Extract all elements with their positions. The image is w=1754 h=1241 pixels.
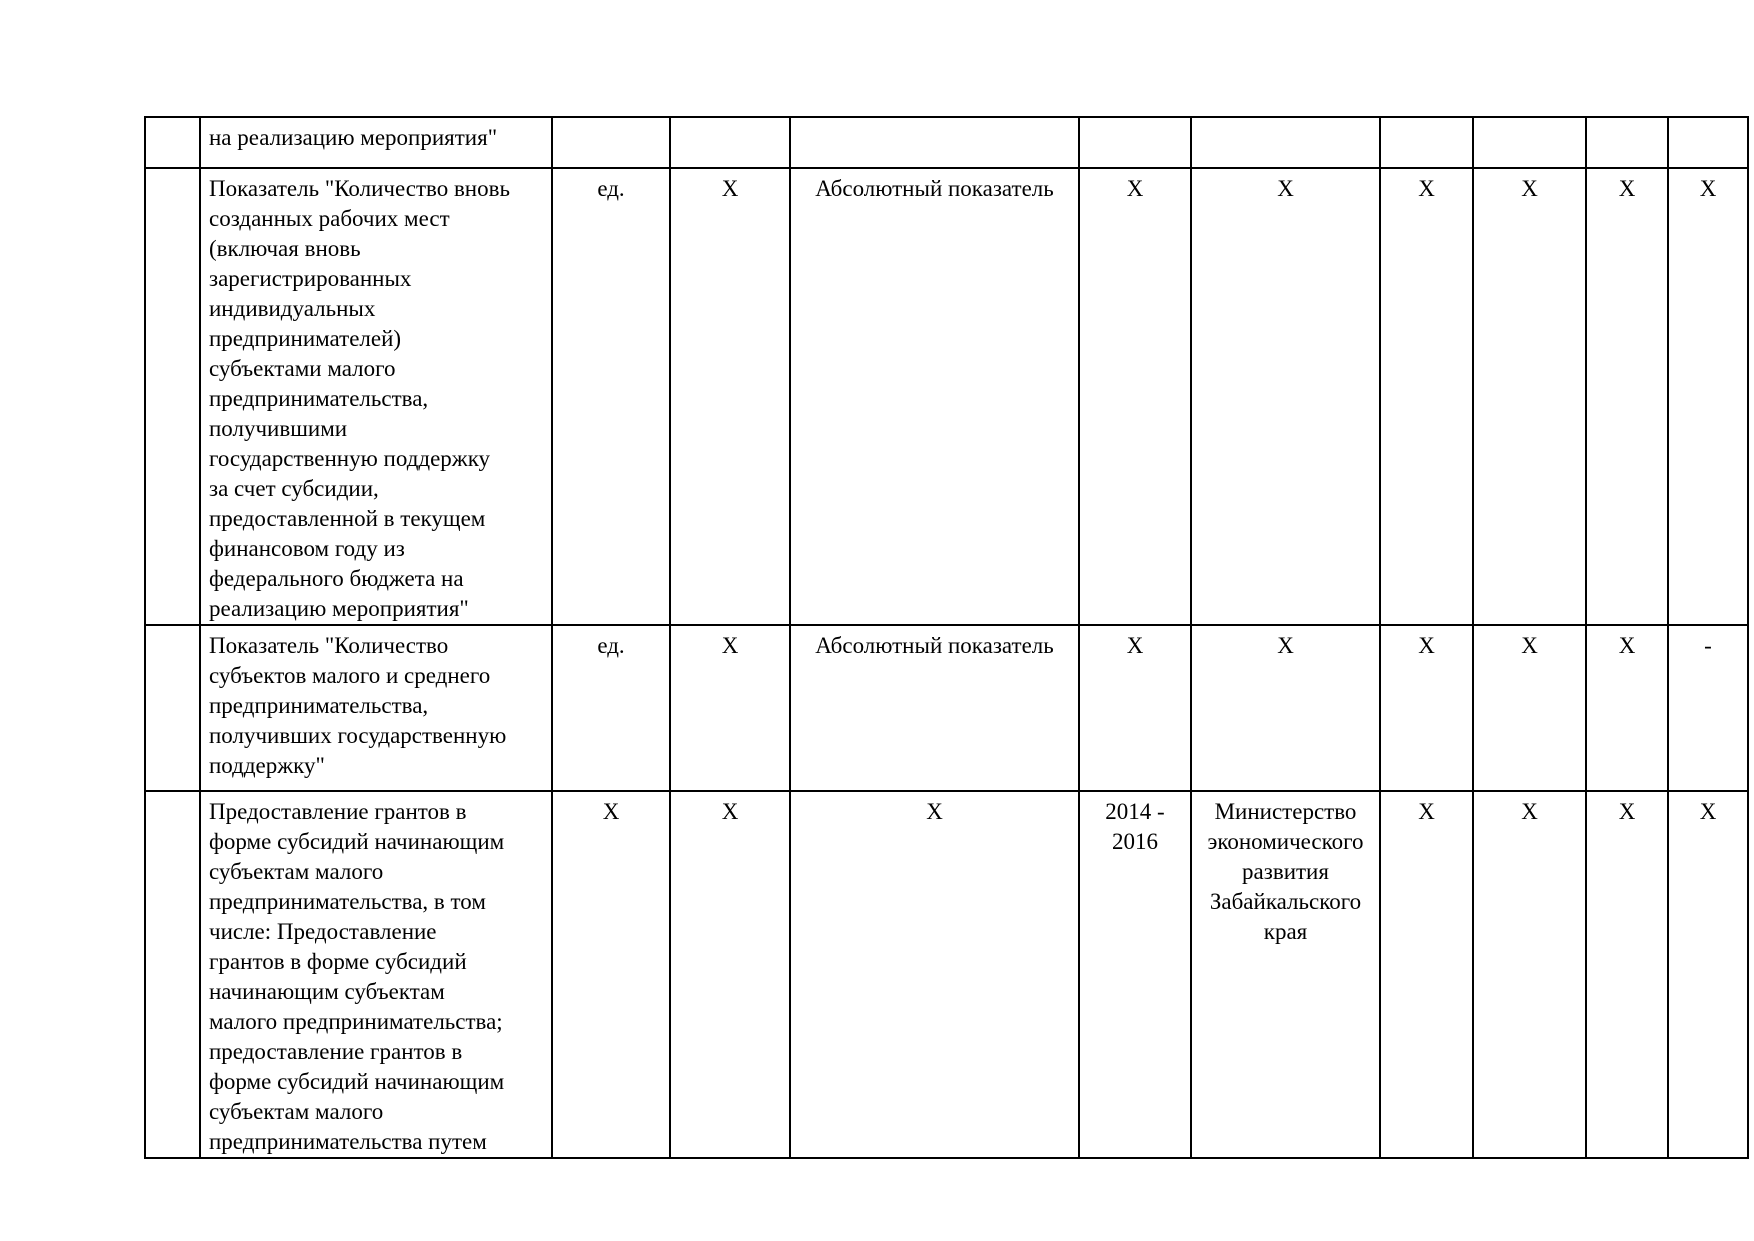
cell-text-line: государственную поддержку: [209, 446, 491, 471]
cell-text-line: финансовом году из: [209, 536, 405, 561]
cell-text-line: за счет субсидии,: [209, 476, 379, 501]
table-cell: [1586, 791, 1668, 1158]
table-cell: [552, 791, 670, 1158]
cell-text-line: субъектам малого: [209, 1099, 384, 1124]
cell-text-line: экономического: [1207, 829, 1364, 854]
cell-text-line: -: [1704, 633, 1712, 658]
cell-text-line: ед.: [597, 633, 625, 658]
cell-text-line: Забайкальского: [1209, 889, 1362, 914]
cell-text-line: X: [721, 176, 739, 201]
table-cell: [1191, 625, 1380, 791]
cell-text-line: X: [1418, 799, 1435, 824]
table-cell: [1586, 117, 1668, 168]
table-cell: [790, 625, 1079, 791]
table-cell: [200, 625, 552, 791]
cell-text-line: форме субсидий начинающим: [209, 1069, 505, 1094]
cell-text-line: X: [926, 799, 943, 824]
table-cell: [145, 625, 200, 791]
cell-text-line: Министерство: [1214, 799, 1357, 824]
table-row: [145, 625, 1748, 791]
cell-text-line: форме субсидий начинающим: [209, 829, 505, 854]
table-cell: [1380, 791, 1473, 1158]
cell-text-line: развития: [1242, 859, 1329, 884]
cell-text-line: X: [602, 799, 620, 824]
cell-text-line: малого предпринимательства;: [209, 1009, 503, 1034]
cell-text-line: созданных рабочих мест: [209, 206, 450, 231]
table-cell: [1586, 168, 1668, 625]
cell-text-line: предпринимательства, в том: [209, 889, 486, 914]
table-cell: [1079, 791, 1191, 1158]
cell-text-line: X: [1521, 799, 1538, 824]
table-cell: [1668, 791, 1748, 1158]
cell-text-line: X: [1521, 176, 1538, 201]
table-cell: [1380, 117, 1473, 168]
table-row: [145, 168, 1748, 625]
cell-text-line: Предоставление грантов в: [209, 799, 467, 824]
table-cell: [1668, 117, 1748, 168]
cell-text-line: грантов в форме субсидий: [209, 949, 467, 974]
table-cell: [1473, 791, 1586, 1158]
cell-text-line: X: [721, 633, 739, 658]
cell-text-line: Абсолютный показатель: [815, 633, 1054, 658]
cell-text-line: X: [1699, 799, 1717, 824]
cell-text-line: X: [1418, 176, 1435, 201]
cell-text-line: субъектами малого: [209, 356, 396, 381]
cell-text-line: Показатель "Количество вновь: [209, 176, 510, 201]
cell-text-line: предпринимательства путем: [209, 1129, 487, 1154]
cell-text-line: X: [1618, 799, 1636, 824]
cell-text-line: X: [721, 799, 739, 824]
cell-text-line: Показатель "Количество: [209, 633, 449, 658]
table-cell: [790, 791, 1079, 1158]
table-cell: [552, 625, 670, 791]
cell-text-line: X: [1277, 633, 1294, 658]
cell-text-line: получившими: [209, 416, 348, 441]
table-cell: [1473, 625, 1586, 791]
cell-text-line: X: [1618, 176, 1636, 201]
cell-text-line: реализацию мероприятия": [209, 596, 469, 621]
cell-text-line: X: [1418, 633, 1435, 658]
table-cell: [200, 791, 552, 1158]
table-cell: [1079, 168, 1191, 625]
cell-text-line: числе: Предоставление: [209, 919, 437, 944]
document-table: [144, 116, 1749, 1159]
table-cell: [1586, 625, 1668, 791]
table-row: [145, 117, 1748, 168]
cell-text-line: 2016: [1112, 829, 1158, 854]
cell-text-line: предпринимателей): [209, 326, 402, 351]
cell-text-line: на реализацию мероприятия": [209, 125, 498, 150]
table-cell: [552, 168, 670, 625]
table-cell: [145, 791, 200, 1158]
table-cell: [200, 117, 552, 168]
table-cell: [145, 168, 200, 625]
cell-text-line: субъектам малого: [209, 859, 384, 884]
cell-text-line: X: [1126, 633, 1144, 658]
cell-text-line: X: [1277, 176, 1294, 201]
table-cell: [1079, 625, 1191, 791]
cell-text-line: предпринимательства,: [209, 386, 429, 411]
table-cell: [1668, 625, 1748, 791]
cell-text-line: индивидуальных: [209, 296, 376, 321]
cell-text-line: получивших государственную: [209, 723, 507, 748]
cell-text-line: X: [1699, 176, 1717, 201]
table-cell: [1473, 117, 1586, 168]
table-cell: [145, 117, 200, 168]
cell-text-line: предпринимательства,: [209, 693, 429, 718]
table-cell: [670, 117, 790, 168]
cell-text-line: 2014 -: [1105, 799, 1165, 824]
table-cell: [670, 625, 790, 791]
cell-text-line: предоставленной в текущем: [209, 506, 486, 531]
table-cell: [1191, 791, 1380, 1158]
cell-text-line: X: [1618, 633, 1636, 658]
table-cell: [1473, 168, 1586, 625]
table-body: [145, 117, 1748, 1158]
table-cell: [670, 168, 790, 625]
table-cell: [1079, 117, 1191, 168]
table-cell: [1380, 625, 1473, 791]
cell-text-line: субъектов малого и среднего: [209, 663, 491, 688]
cell-text-line: начинающим субъектам: [209, 979, 445, 1004]
cell-text-line: поддержку": [209, 753, 325, 778]
table-cell: [1380, 168, 1473, 625]
table-cell: [1668, 168, 1748, 625]
cell-text-line: (включая вновь: [209, 236, 361, 261]
cell-text-line: X: [1521, 633, 1538, 658]
table-cell: [552, 117, 670, 168]
table-cell: [1191, 168, 1380, 625]
cell-text-line: ед.: [597, 176, 625, 201]
cell-text-line: X: [1126, 176, 1144, 201]
cell-text-line: зарегистрированных: [209, 266, 412, 291]
cell-text-line: федерального бюджета на: [209, 566, 464, 591]
cell-text-line: края: [1263, 919, 1308, 944]
table-cell: [1191, 117, 1380, 168]
table-cell: [670, 791, 790, 1158]
cell-text-line: предоставление грантов в: [209, 1039, 463, 1064]
table-cell: [790, 117, 1079, 168]
table-cell: [790, 168, 1079, 625]
cell-text-line: Абсолютный показатель: [815, 176, 1054, 201]
table-cell: [200, 168, 552, 625]
table-row: [145, 791, 1748, 1158]
